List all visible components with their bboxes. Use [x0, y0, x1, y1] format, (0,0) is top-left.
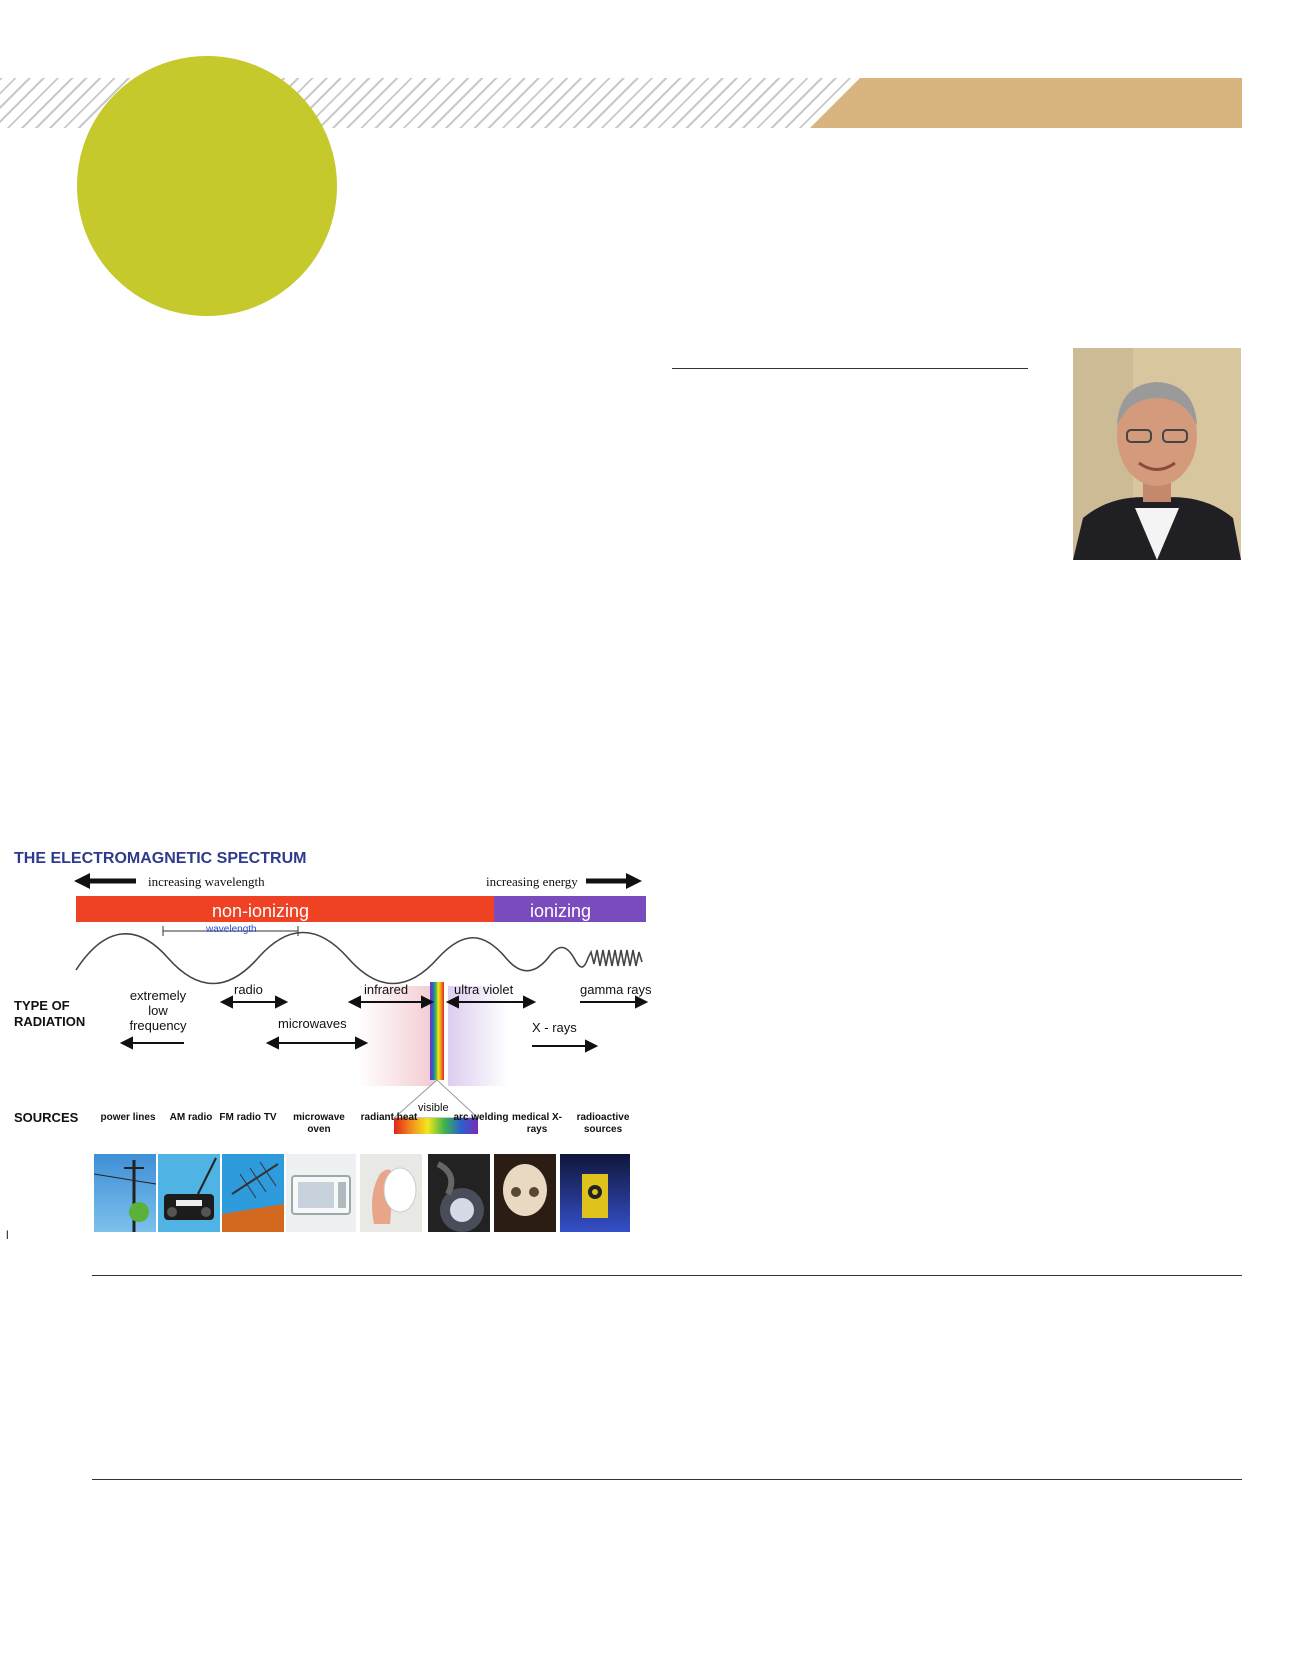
radio-label: radio	[234, 982, 263, 997]
footnote-marker: l	[6, 1228, 9, 1242]
ionizing-band	[494, 896, 646, 922]
wavelength-label: wavelength	[206, 924, 257, 935]
header-circle-decoration	[77, 56, 337, 316]
ionizing-label: ionizing	[530, 901, 592, 921]
medical-xrays-image	[494, 1154, 556, 1232]
microwave-oven-image	[286, 1154, 356, 1232]
source-label-medical-xrays: medical X-rays	[511, 1112, 563, 1135]
figure-title: THE ELECTROMAGNETIC SPECTRUM	[14, 850, 307, 867]
ultra-violet-label: ultra violet	[454, 982, 514, 997]
source-label-fm-radio-tv: FM radio TV	[219, 1112, 277, 1123]
radioactive-sources-image	[560, 1154, 630, 1232]
author-rule	[672, 368, 1028, 369]
type-of-radiation-heading: TYPE OF RADIATION	[14, 998, 86, 1029]
section-rule-bottom	[92, 1479, 1242, 1480]
increasing-wavelength-label: increasing wavelength	[148, 874, 265, 889]
xrays-label: X - rays	[532, 1020, 577, 1035]
non-ionizing-band	[76, 896, 494, 922]
arc-welding-image	[428, 1154, 490, 1232]
author-portrait-photo	[1073, 348, 1241, 560]
source-label-radiant-heat: radiant heat	[360, 1112, 418, 1123]
portrait-illustration	[1073, 348, 1241, 560]
am-radio-image	[158, 1154, 220, 1232]
source-label-power-lines: power lines	[100, 1112, 156, 1123]
section-rule-top	[92, 1275, 1242, 1276]
em-spectrum-figure	[8, 840, 654, 1236]
microwaves-label: microwaves	[278, 1016, 347, 1031]
visible-label: visible	[418, 1102, 449, 1114]
elf-label: extremely low frequency	[129, 988, 187, 1033]
gamma-rays-label: gamma rays	[580, 982, 652, 997]
increasing-energy-label: increasing energy	[486, 874, 578, 889]
power-lines-image	[94, 1154, 156, 1232]
source-label-am-radio: AM radio	[169, 1112, 213, 1123]
source-label-microwave-oven: microwave oven	[293, 1112, 345, 1135]
source-label-radioactive-sources: radioactive sources	[576, 1112, 630, 1135]
fm-radio-tv-antenna-image	[222, 1154, 284, 1232]
source-label-arc-welding: arc welding	[453, 1112, 509, 1123]
header-accent-bar	[810, 78, 1242, 128]
non-ionizing-label: non-ionizing	[212, 901, 310, 921]
sources-heading: SOURCES	[14, 1110, 79, 1125]
radiant-heat-image	[360, 1154, 422, 1232]
infrared-label: infrared	[364, 982, 409, 997]
